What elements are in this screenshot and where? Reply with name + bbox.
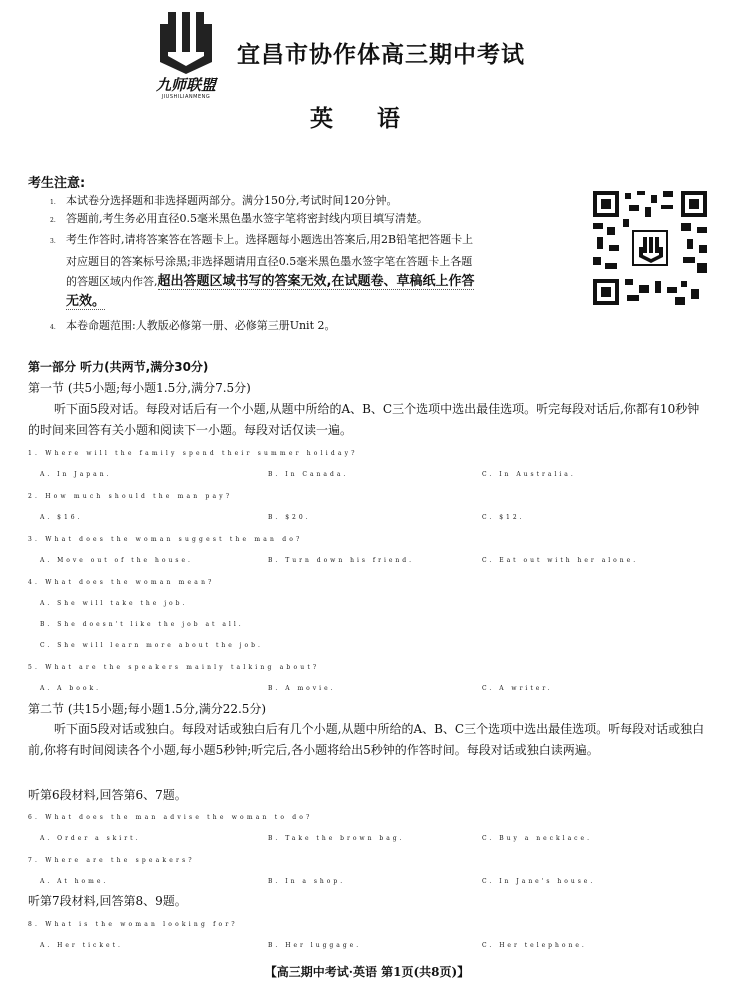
q7-option-a: A. At home. xyxy=(40,878,109,885)
notice-item-3 xyxy=(50,230,590,312)
notice-num: 2. xyxy=(50,217,56,224)
logo xyxy=(140,10,232,102)
q8-option-c: C. Her telephone. xyxy=(482,942,587,949)
notice-bold-text: 无效。 xyxy=(66,294,106,309)
notice-text: 对应题目的答案标号涂黑;非选择题请用直径0.5毫米黑色墨水签字笔在答题卡上各题 xyxy=(66,255,473,268)
notice-text: 本试卷分选择题和非选择题两部分。满分150分,考试时间120分钟。 xyxy=(66,194,398,207)
question-7: 7. Where are the speakers? xyxy=(28,857,195,864)
q7-option-b: B. In a shop. xyxy=(268,878,346,885)
q4-option-a: A. She will take the job. xyxy=(40,600,188,607)
notice-item-2 xyxy=(50,209,570,231)
notice-text: 本卷命题范围:人教版必修第一册、必修第三册Unit 2。 xyxy=(66,319,336,332)
q1-option-c: C. In Australia. xyxy=(482,471,576,478)
q4-option-b: B. She doesn't like the job at all. xyxy=(40,621,244,628)
part1-heading: 第一部分 听力(共两节,满分30分) xyxy=(28,360,209,374)
q4-option-c: C. She will learn more about the job. xyxy=(40,642,263,649)
q6-option-c: C. Buy a necklace. xyxy=(482,835,592,842)
notice-text: 答题前,考生务必用直径0.5毫米黑色墨水签字笔将密封线内项目填写清楚。 xyxy=(66,212,428,225)
q2-option-a: A. $16. xyxy=(40,514,83,521)
logo-name: 九师联盟 xyxy=(155,76,216,94)
q6-option-b: B. Take the brown bag. xyxy=(268,835,405,842)
notice-item-4 xyxy=(50,316,570,338)
notice-text: 考生作答时,请将答案答在答题卡上。选择题每小题选出答案后,用2B铅笔把答题卡上 xyxy=(66,233,474,246)
q3-option-a: A. Move out of the house. xyxy=(40,557,193,564)
question-8: 8. What is the woman looking for? xyxy=(28,921,238,928)
question-2: 2. How much should the man pay? xyxy=(28,493,233,500)
exam-title: 宜昌市协作体高三期中考试 xyxy=(237,42,525,68)
question-3: 3. What does the woman suggest the man do? xyxy=(28,536,303,543)
q8-option-a: A. Her ticket. xyxy=(40,942,123,949)
section1-heading: 第一节 (共5小题;每小题1.5分,满分7.5分) xyxy=(28,381,251,395)
notice-num: 3. xyxy=(50,238,56,245)
q5-option-c: C. A writer. xyxy=(482,685,553,692)
question-5: 5. What are the speakers mainly talking about? xyxy=(28,664,320,671)
q6-option-a: A. Order a skirt. xyxy=(40,835,141,842)
notice-title: 考生注意: xyxy=(28,176,86,191)
q2-option-c: C. $12. xyxy=(482,514,525,521)
listen-material-6: 听第6段材料,回答第6、7题。 xyxy=(28,788,187,802)
logo-subtitle: JIUSHILIANMENG xyxy=(161,94,211,100)
q5-option-a: A. A book. xyxy=(40,685,101,692)
notice-bold-text: 超出答题区域书写的答案无效,在试题卷、草稿纸上作答 xyxy=(157,274,475,289)
section2-instructions: 听下面5段对话或独白。每段对话或独白后有几个小题,从题中所给的A、B、C三个选项中选出最佳选项。听每段对话或独白前,你将有时间阅读各个小题,每小题5秒钟;听完后,各小题将给出5秒钟的作答时间。每段对话或独白读两遍。 xyxy=(28,722,705,757)
listen-material-7: 听第7段材料,回答第8、9题。 xyxy=(28,894,187,908)
q3-option-b: B. Turn down his friend. xyxy=(268,557,415,564)
page-footer: 【高三期中考试·英语 第1页(共8页)】 xyxy=(264,965,470,979)
section2-heading: 第二节 (共15小题;每小题1.5分,满分22.5分) xyxy=(28,702,267,716)
qr-code-icon xyxy=(593,191,707,305)
q8-option-b: B. Her luggage. xyxy=(268,942,362,949)
notice-num: 1. xyxy=(50,199,56,206)
notice-text: 的答题区域内作答, xyxy=(66,275,158,288)
question-1: 1. Where will the family spend their summer holiday? xyxy=(28,450,358,457)
question-4: 4. What does the woman mean? xyxy=(28,579,215,586)
subject-title: 英语 xyxy=(310,106,444,132)
q3-option-c: C. Eat out with her alone. xyxy=(482,557,639,564)
q5-option-b: B. A movie. xyxy=(268,685,336,692)
q7-option-c: C. In Jane's house. xyxy=(482,878,596,885)
logo-emblem-icon xyxy=(140,10,232,74)
q1-option-b: B. In Canada. xyxy=(268,471,349,478)
notice-num: 4. xyxy=(50,324,56,331)
q2-option-b: B. $20. xyxy=(268,514,311,521)
question-6: 6. What does the man advise the woman to do? xyxy=(28,814,313,821)
section1-instructions: 听下面5段对话。每段对话后有一个小题,从题中所给的A、B、C三个选项中选出最佳选项。听完每段对话后,你都有10秒钟的时间来回答有关小题和阅读下一小题。每段对话仅读一遍。 xyxy=(28,402,700,437)
q1-option-a: A. In Japan. xyxy=(40,471,112,478)
